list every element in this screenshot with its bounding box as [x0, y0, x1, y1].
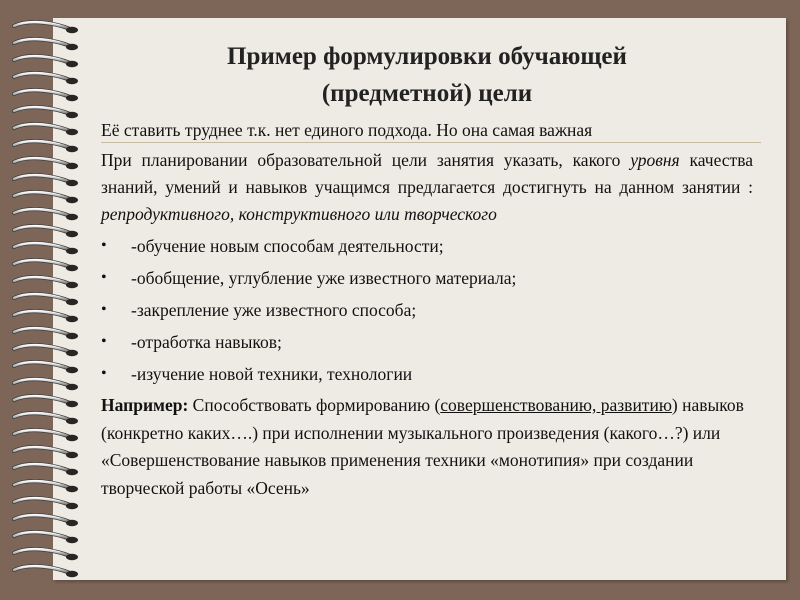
- title-line-2: (предметной) цели: [321, 80, 533, 107]
- spiral-ring: [14, 106, 78, 118]
- spiral-ring: [14, 191, 78, 203]
- example-text-1: Способствовать формированию (: [188, 395, 441, 415]
- spiral-ring: [14, 123, 78, 135]
- bullet-icon: •: [101, 365, 107, 382]
- spiral-ring: [14, 327, 78, 339]
- bullet-icon: •: [101, 333, 107, 350]
- bullet-list: [101, 230, 753, 390]
- spiral-ring: [14, 72, 78, 84]
- paragraph-italic-2: репродуктивного, конструктивного или творческого: [101, 204, 497, 224]
- example-underlined: совершенствованию, развитию: [440, 395, 672, 415]
- spiral-ring: [14, 480, 78, 492]
- paragraph-text-1: При планировании образовательной цели занятия указать, какого: [101, 150, 631, 170]
- bullet-icon: •: [101, 301, 107, 318]
- example-label: Например:: [101, 395, 189, 415]
- spiral-ring: [14, 412, 78, 424]
- spiral-binding: [0, 0, 100, 600]
- spiral-ring: [14, 446, 78, 458]
- example-text-2: ) навыков (конкретно каких….) при исполнении музыкального произведения (какого…?) или «Совершенствование навыков применения техники «монотипия» при создании творческой работы «Осень»: [101, 395, 744, 498]
- spiral-ring: [14, 429, 78, 441]
- spiral-ring: [14, 497, 78, 509]
- spiral-ring: [14, 378, 78, 390]
- spiral-ring: [14, 565, 78, 577]
- subtitle: Её ставить труднее т.к. нет единого подхода. Но она самая важная: [101, 119, 761, 143]
- bullet-icon: •: [101, 269, 107, 286]
- spiral-ring: [14, 225, 78, 237]
- spiral-ring: [14, 140, 78, 152]
- spiral-ring: [14, 259, 78, 271]
- spiral-ring: [14, 548, 78, 560]
- spiral-ring: [14, 310, 78, 322]
- spiral-ring: [14, 463, 78, 475]
- spiral-ring: [14, 21, 78, 33]
- spiral-ring: [14, 55, 78, 67]
- spiral-ring: [14, 293, 78, 305]
- spiral-ring: [14, 208, 78, 220]
- bullet-item: • -отработка навыков;: [101, 326, 753, 358]
- intro-paragraph: [101, 147, 753, 228]
- slide-title: [101, 38, 753, 112]
- spiral-ring: [14, 38, 78, 50]
- bullet-item: • -изучение новой техники, технологии: [101, 358, 753, 390]
- example-paragraph: [101, 392, 753, 502]
- bullet-icon: •: [101, 237, 107, 254]
- spiral-ring: [14, 276, 78, 288]
- slide-content: [101, 38, 753, 502]
- spiral-ring: [14, 89, 78, 101]
- spiral-ring: [14, 157, 78, 169]
- paragraph-text-2: качества знаний, умений и навыков учащимся предлагается достигнуть на данном занятии :: [101, 150, 753, 197]
- paragraph-italic-1: уровня: [630, 150, 680, 170]
- spiral-ring: [14, 174, 78, 186]
- bullet-item: • -обобщение, углубление уже известного материала;: [101, 262, 753, 294]
- spiral-ring: [14, 242, 78, 254]
- spiral-ring: [14, 344, 78, 356]
- spiral-ring: [14, 361, 78, 373]
- spiral-ring: [14, 514, 78, 526]
- bullet-item: • -обучение новым способам деятельности;: [101, 230, 753, 262]
- title-line-1: Пример формулировки обучающей: [227, 43, 627, 70]
- spiral-ring: [14, 531, 78, 543]
- spiral-ring: [14, 395, 78, 407]
- bullet-item: • -закрепление уже известного способа;: [101, 294, 753, 326]
